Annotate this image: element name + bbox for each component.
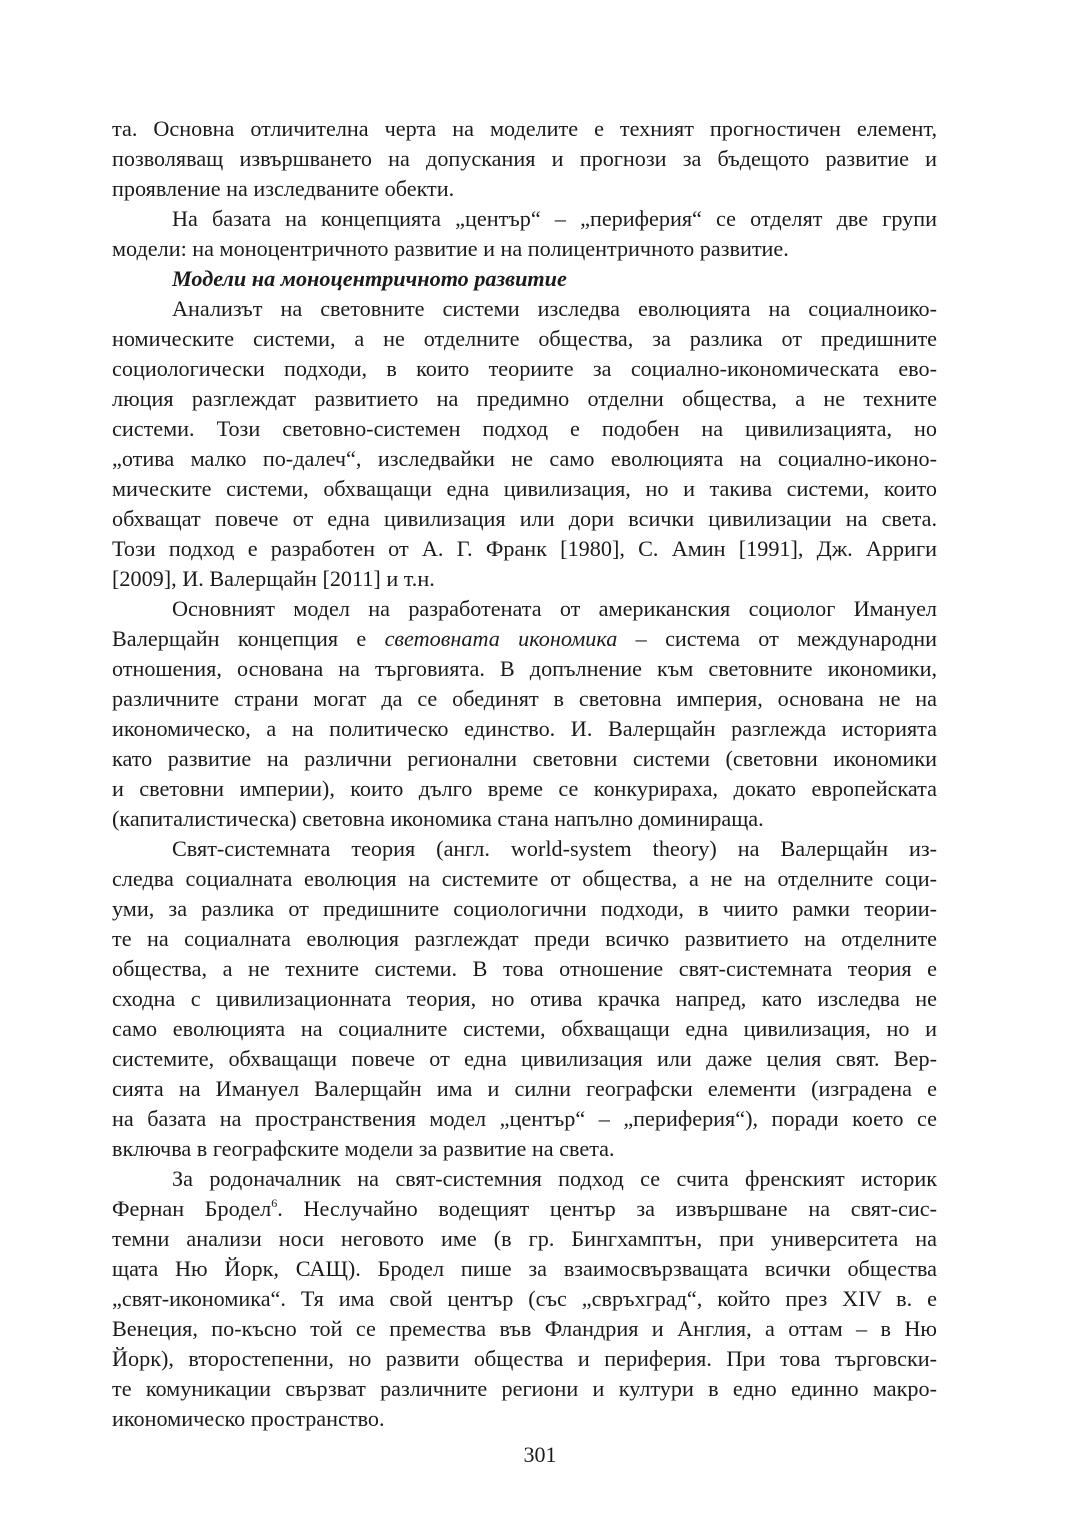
text-line: та. Основна отличителна черта на моделите е техният прогностичен елемент, [112,116,937,141]
text-line: следва социалната еволюция на системите от общества, а не на отделните соци- [112,866,937,891]
text-line: сходна с цивилизационната теория, но отива крачка напред, като изследва не [112,986,937,1011]
text-line: За родоначалник на свят-системния подход се счита френският историк [172,1166,937,1191]
text-line: сията на Имануел Валерщайн има и силни географски елементи (изградена е [112,1076,937,1101]
text-line: мическите системи, обхващащи една цивилизация, но и такива системи, които [112,476,937,501]
text-segment: Валерщайн концепция е [112,626,385,651]
text-line: Свят-системната теория (англ. world-system theory) на Валерщайн из- [172,836,937,861]
text-line: социологически подходи, в които теориите за социално-икономическата ево- [112,356,937,381]
text-segment: Фернан Бродел [112,1196,272,1221]
text-line: позволяващ извършването на допускания и прогнози за бъдещото развитие и [112,146,937,171]
text-line: обхващат повече от една цивилизация или дори всички цивилизации на света. [112,506,937,531]
text-line: те комуникации свързват различните региони и култури в едно единно макро- [112,1376,937,1401]
text-line: общества, а не техните системи. В това отношение свят-системната теория е [112,956,937,981]
text-line: щата Ню Йорк, САЩ). Бродел пише за взаимосвързващата всички общества [112,1256,937,1281]
text-line: люция разглеждат развитието на предимно отделни общества, а не техните [112,386,937,411]
text-line: „отива малко по-далеч“, изследвайки не само еволюцията на социално-иконо- [112,446,937,471]
text-line: Този подход е разработен от А. Г. Франк [1980], С. Амин [1991], Дж. Арриги [112,536,937,561]
text-line [112,624,937,654]
text-line: (капиталистическа) световна икономика стана напълно доминираща. [112,806,764,831]
text-line: системи. Този световно-системен подход е подобен на цивилизацията, но [112,416,937,441]
text-line: Венеция, по-късно той се премества във Фландрия и Англия, а оттам – в Ню [112,1316,937,1341]
text-line: включва в географските модели за развитие на света. [112,1136,615,1161]
text-line: различните страни могат да се обединят в световна империя, основана не на [112,686,937,711]
section-heading: Модели на моноцентричното развитие [172,266,567,291]
text-line: [2009], И. Валерщайн [2011] и т.н. [112,566,435,591]
text-segment: – система от международни [617,626,938,651]
text-line: Основният модел на разработената от американския социолог Имануел [172,596,937,621]
text-line: само еволюцията на социалните системи, обхващащи една цивилизация, но и [112,1016,937,1041]
text-line: икономическо пространство. [112,1406,385,1431]
text-line: отношения, основана на търговията. В допълнение към световните икономики, [112,656,937,681]
text-segment: . Неслучайно водещият център за извършване на свят-сис- [277,1196,937,1221]
page-number: 301 [523,1442,557,1467]
text-line: като развитие на различни регионални световни системи (световни икономики [112,746,937,771]
text-line: номическите системи, а не отделните общества, за разлика от предишните [112,326,937,351]
text-line: уми, за разлика от предишните социологични подходи, в чиито рамки теории- [112,896,937,921]
text-line: На базата на концепцията „център“ – „периферия“ се отделят две групи [172,206,937,231]
text-line: системите, обхващащи повече от една цивилизация или даже целия свят. Вер- [112,1046,937,1071]
text-line: модели: на моноцентричното развитие и на полицентричното развитие. [112,236,789,261]
text-line: те на социалната еволюция разглеждат преди всичко развитието на отделните [112,926,937,951]
text-line: икономическо, а на политическо единство. И. Валерщайн разглежда историята [112,716,937,741]
text-line: „свят-икономика“. Тя има свой център (със „свръхград“, който през XIV в. е [112,1286,937,1311]
text-line: темни анализи носи неговото име (в гр. Бингхамптън, при университета на [112,1226,937,1251]
italic-term: световната икономика [384,626,618,651]
text-line [112,1194,937,1224]
text-line: и световни империи), които дълго време се конкурираха, докато европейската [112,776,937,801]
text-line: Йорк), второстепенни, но развити общества и периферия. При това търговски- [112,1346,937,1371]
footnote-marker[interactable]: 6 [271,1196,278,1210]
text-line: на базата на пространствения модел „център“ – „периферия“), поради което се [112,1106,937,1131]
text-line: Анализът на световните системи изследва еволюцията на социалноико- [172,296,937,321]
text-line: проявление на изследваните обекти. [112,176,455,201]
